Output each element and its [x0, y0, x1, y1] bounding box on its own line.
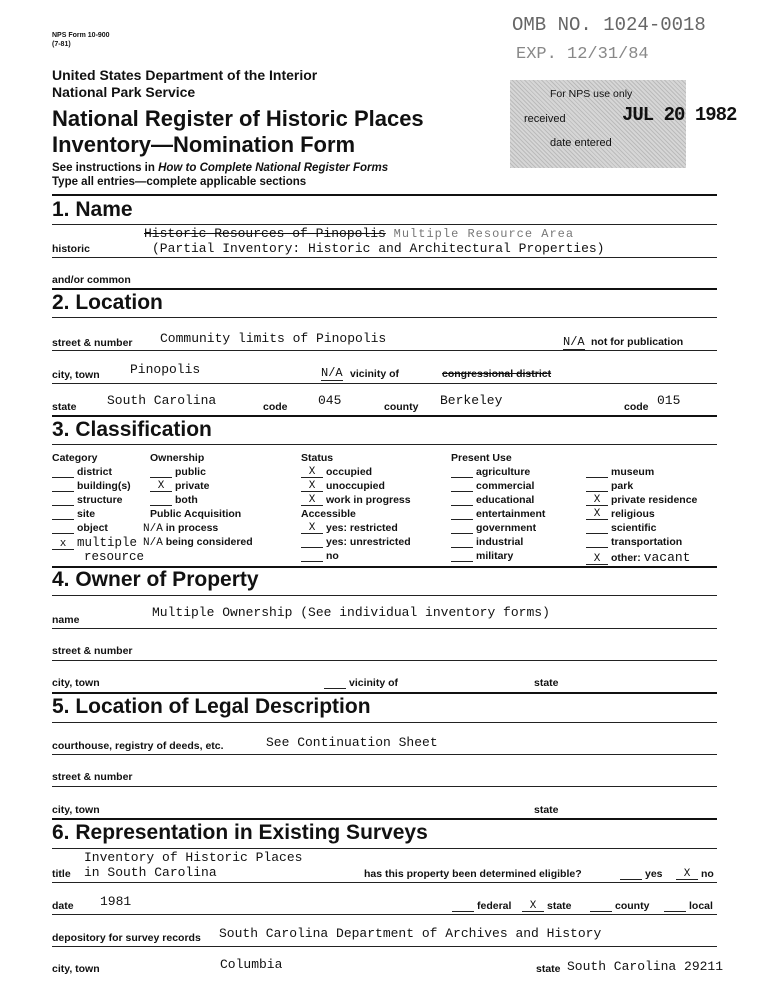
survey-federal: federal	[452, 900, 511, 912]
county-code-value: 015	[657, 393, 681, 408]
owner-name-value: Multiple Ownership (See individual inventory forms)	[152, 605, 550, 620]
public-acquisition-heading: Public Acquisition	[150, 508, 242, 520]
use-private-residence: X private residence	[586, 494, 697, 506]
survey-title-line1: Inventory of Historic Places	[84, 850, 303, 865]
received-date-stamp: JUL 20 1982	[622, 104, 737, 126]
section-3-heading: 3. Classification	[52, 418, 212, 441]
accessible-heading: Accessible	[301, 508, 356, 520]
category-multiple-resource: x multiple	[52, 536, 137, 550]
section-rule	[52, 848, 717, 849]
use-industrial: industrial	[451, 536, 523, 548]
county-value: Berkeley	[440, 393, 503, 408]
use-agriculture: agriculture	[451, 466, 530, 478]
category-structure: structure	[52, 494, 123, 506]
field-rule	[52, 754, 717, 755]
courthouse-label: courthouse, registry of deeds, etc.	[52, 740, 224, 752]
section-6-heading: 6. Representation in Existing Surveys	[52, 821, 428, 844]
category-heading: Category	[52, 452, 98, 464]
use-commercial: commercial	[451, 480, 534, 492]
status-occupied: X occupied	[301, 466, 372, 478]
state-label: state	[52, 401, 77, 413]
street-number-label: street & number	[52, 337, 133, 349]
congressional-district-label: congressional district	[442, 368, 552, 380]
section-rule	[52, 818, 717, 820]
field-rule	[52, 383, 717, 384]
section-rule	[52, 692, 717, 694]
use-educational: educational	[451, 494, 534, 506]
city-town-value: Pinopolis	[130, 362, 201, 377]
acquisition-being-considered: N/A being considered	[143, 536, 253, 549]
use-museum: museum	[586, 466, 654, 478]
not-for-publication-mark: N/A	[563, 335, 585, 349]
instructions-line2: Type all entries—complete applicable sections	[52, 176, 307, 188]
use-religious: X religious	[586, 508, 655, 520]
historic-label: historic	[52, 243, 90, 255]
street-number-value: Community limits of Pinopolis	[160, 331, 387, 346]
omb-number: OMB NO. 1024-0018	[512, 14, 706, 36]
field-rule	[52, 660, 717, 661]
common-name-label: and/or common	[52, 274, 131, 286]
section-rule	[52, 722, 717, 723]
instructions-line1: See instructions in How to Complete National Register Forms	[52, 162, 389, 174]
use-entertainment: entertainment	[451, 508, 545, 520]
form-title-line2: Inventory—Nomination Form	[52, 132, 356, 157]
use-other: X other: vacant	[586, 550, 690, 565]
section-1-heading: 1. Name	[52, 198, 133, 221]
category-district: district	[52, 466, 112, 478]
ownership-private: X private	[150, 480, 209, 492]
department-name: United States Department of the Interior	[52, 67, 318, 83]
ownership-both: both	[150, 494, 198, 506]
use-government: government	[451, 522, 536, 534]
state-value: South Carolina	[107, 393, 217, 408]
eligible-question: has this property been determined eligible?	[364, 868, 582, 880]
legal-state-label: state	[534, 804, 559, 816]
accessible-restricted: X yes: restricted	[301, 522, 398, 534]
present-use-heading: Present Use	[451, 452, 512, 464]
acquisition-in-process: N/A in process	[143, 522, 219, 535]
survey-title-line2: in South Carolina	[84, 865, 217, 880]
vicinity-label: vicinity of	[350, 368, 400, 380]
date-entered-label: date entered	[550, 137, 612, 149]
vicinity-mark: N/A	[321, 366, 343, 380]
form-number: NPS Form 10-900	[52, 32, 110, 39]
use-scientific: scientific	[586, 522, 657, 534]
category-buildings: building(s)	[52, 480, 131, 492]
handwritten-note: Multiple Resource Area	[393, 227, 575, 241]
survey-state-value: South Carolina 29211	[567, 959, 724, 974]
survey-local: local	[664, 900, 713, 912]
status-heading: Status	[301, 452, 334, 464]
section-rule	[52, 415, 717, 417]
historic-name-line2: (Partial Inventory: Historic and Architectural Properties)	[152, 241, 605, 256]
survey-date-label: date	[52, 900, 74, 912]
historic-name-line1: Historic Resources of Pinopolis Multiple Resource Area	[144, 226, 575, 241]
category-object: object	[52, 522, 108, 534]
accessible-no: no	[301, 550, 339, 562]
ownership-public: public	[150, 466, 206, 478]
accessible-unrestricted: yes: unrestricted	[301, 536, 411, 548]
survey-state: X state	[522, 900, 572, 912]
county-label: county	[384, 401, 419, 413]
field-rule	[52, 350, 717, 351]
section-2-heading: 2. Location	[52, 291, 163, 314]
received-label: received	[524, 113, 566, 125]
service-name: National Park Service	[52, 84, 196, 100]
legal-street-label: street & number	[52, 771, 133, 783]
use-military: military	[451, 550, 513, 562]
field-rule	[52, 786, 717, 787]
survey-county: county	[590, 900, 649, 912]
status-unoccupied: X unoccupied	[301, 480, 385, 492]
field-rule	[52, 257, 717, 258]
owner-street-label: street & number	[52, 645, 133, 657]
section-rule	[52, 288, 717, 290]
category-multiple-resource-line2: resource	[84, 550, 145, 564]
depository-label: depository for survey records	[52, 932, 201, 944]
ownership-heading: Ownership	[150, 452, 205, 464]
city-town-label: city, town	[52, 369, 100, 381]
section-rule	[52, 224, 717, 225]
status-work-in-progress: X work in progress	[301, 494, 411, 506]
survey-city-value: Columbia	[220, 957, 283, 972]
survey-date-value: 1981	[100, 894, 132, 909]
county-code-label: code	[624, 401, 649, 413]
category-site: site	[52, 508, 95, 520]
nps-use-only-box	[510, 80, 737, 168]
field-rule	[52, 946, 717, 947]
survey-title-label: title	[52, 868, 71, 880]
owner-city-label: city, town	[52, 677, 100, 689]
use-park: park	[586, 480, 633, 492]
nps-use-label: For NPS use only	[550, 88, 633, 100]
section-5-heading: 5. Location of Legal Description	[52, 695, 371, 718]
section-rule	[52, 317, 717, 318]
expiration-date: EXP. 12/31/84	[516, 45, 649, 64]
code-label: code	[263, 401, 288, 413]
form-title-line1: National Register of Historic Places	[52, 106, 424, 131]
owner-state-label: state	[534, 677, 559, 689]
owner-name-label: name	[52, 614, 80, 626]
section-rule	[52, 194, 717, 196]
field-rule	[52, 882, 717, 883]
use-transportation: transportation	[586, 536, 682, 548]
survey-state-label: state	[536, 963, 561, 975]
not-for-publication-label: not for publication	[591, 336, 684, 348]
field-rule	[52, 914, 717, 915]
section-rule	[52, 444, 717, 445]
section-4-heading: 4. Owner of Property	[52, 568, 259, 591]
owner-vicinity-label: vicinity of	[324, 677, 398, 689]
depository-value: South Carolina Department of Archives and History	[219, 926, 602, 941]
legal-city-label: city, town	[52, 804, 100, 816]
courthouse-value: See Continuation Sheet	[266, 735, 438, 750]
eligible-yes: yes	[620, 868, 663, 880]
survey-city-label: city, town	[52, 963, 100, 975]
field-rule	[52, 628, 717, 629]
state-code-value: 045	[318, 393, 342, 408]
section-rule	[52, 595, 717, 596]
eligible-no: X no	[676, 868, 714, 880]
form-revision: (7-81)	[52, 41, 71, 48]
